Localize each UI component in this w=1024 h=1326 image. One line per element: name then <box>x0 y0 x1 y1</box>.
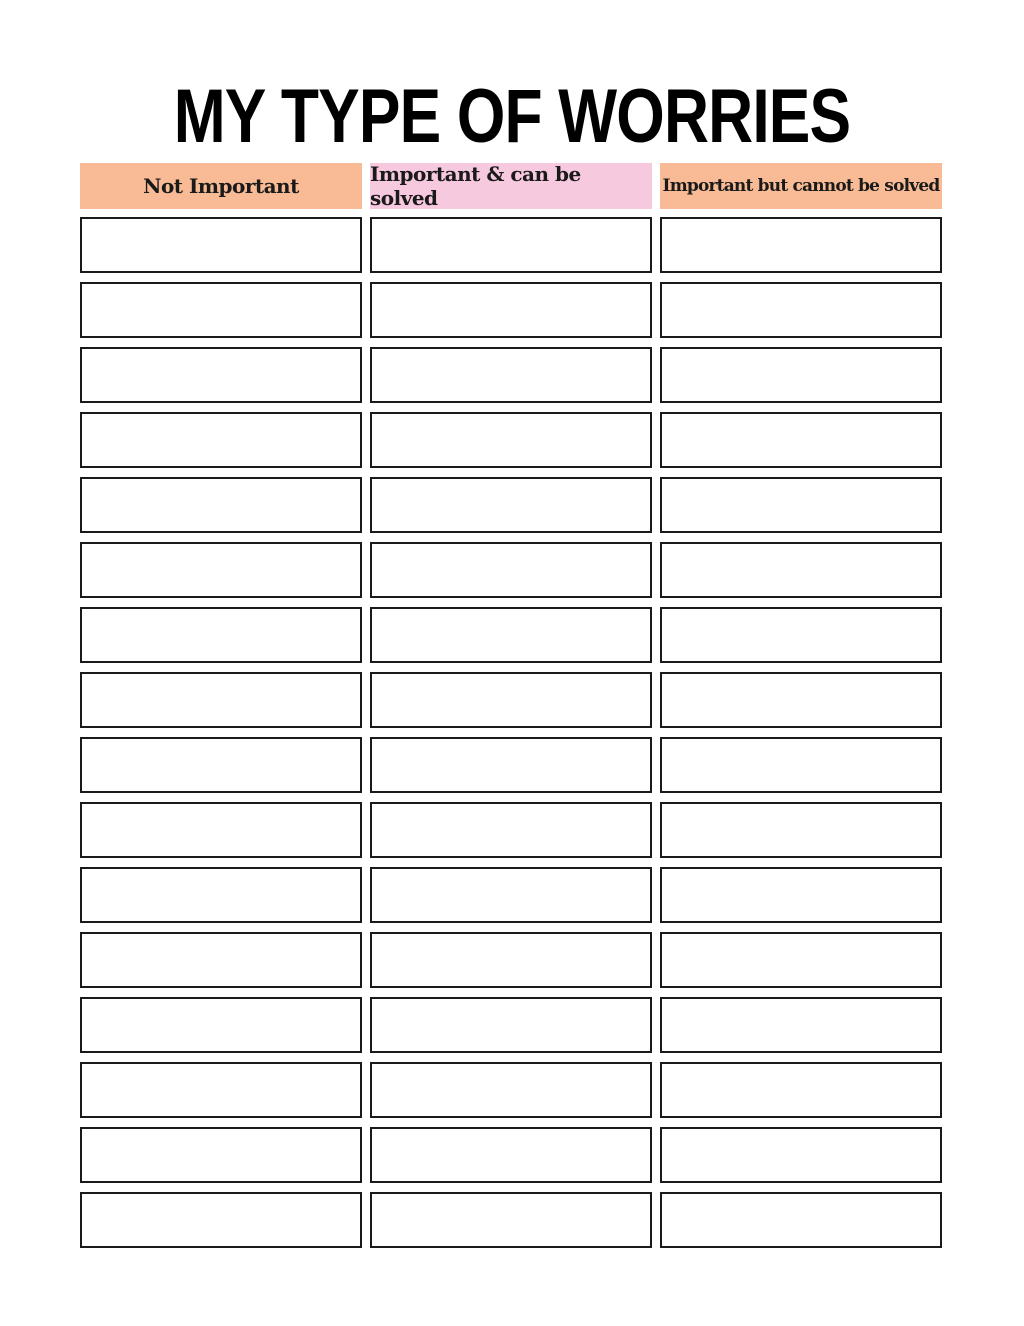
entry-box-not-important[interactable] <box>80 1062 362 1118</box>
worries-table <box>80 163 944 1248</box>
entry-box-important-can-be-solved[interactable] <box>370 217 652 273</box>
entry-box-not-important[interactable] <box>80 1192 362 1248</box>
entry-box-not-important[interactable] <box>80 217 362 273</box>
column-header-row <box>80 163 944 209</box>
entry-box-not-important[interactable] <box>80 1127 362 1183</box>
entry-box-important-cannot-be-solved[interactable] <box>660 1127 942 1183</box>
table-row <box>80 542 944 598</box>
entry-box-important-can-be-solved[interactable] <box>370 542 652 598</box>
table-row <box>80 282 944 338</box>
entry-box-important-cannot-be-solved[interactable] <box>660 1062 942 1118</box>
entry-box-important-can-be-solved[interactable] <box>370 802 652 858</box>
entry-box-important-cannot-be-solved[interactable] <box>660 347 942 403</box>
entry-box-important-cannot-be-solved[interactable] <box>660 737 942 793</box>
entry-box-not-important[interactable] <box>80 997 362 1053</box>
entry-box-important-can-be-solved[interactable] <box>370 477 652 533</box>
entry-box-important-can-be-solved[interactable] <box>370 607 652 663</box>
table-row <box>80 412 944 468</box>
table-body <box>80 217 944 1248</box>
table-row <box>80 932 944 988</box>
column-header-important-can-be-solved: Important & can be solved <box>370 163 652 209</box>
entry-box-not-important[interactable] <box>80 672 362 728</box>
entry-box-important-can-be-solved[interactable] <box>370 1127 652 1183</box>
entry-box-important-cannot-be-solved[interactable] <box>660 997 942 1053</box>
entry-box-important-cannot-be-solved[interactable] <box>660 672 942 728</box>
entry-box-important-can-be-solved[interactable] <box>370 737 652 793</box>
entry-box-important-cannot-be-solved[interactable] <box>660 282 942 338</box>
table-row <box>80 737 944 793</box>
entry-box-not-important[interactable] <box>80 867 362 923</box>
entry-box-not-important[interactable] <box>80 737 362 793</box>
entry-box-important-can-be-solved[interactable] <box>370 997 652 1053</box>
page-title: MY TYPE OF WORRIES <box>173 74 851 159</box>
entry-box-important-can-be-solved[interactable] <box>370 412 652 468</box>
entry-box-important-cannot-be-solved[interactable] <box>660 217 942 273</box>
table-row <box>80 217 944 273</box>
entry-box-important-cannot-be-solved[interactable] <box>660 412 942 468</box>
entry-box-important-cannot-be-solved[interactable] <box>660 802 942 858</box>
entry-box-not-important[interactable] <box>80 412 362 468</box>
column-header-not-important: Not Important <box>80 163 362 209</box>
entry-box-important-cannot-be-solved[interactable] <box>660 932 942 988</box>
table-row <box>80 1062 944 1118</box>
entry-box-important-cannot-be-solved[interactable] <box>660 867 942 923</box>
entry-box-important-cannot-be-solved[interactable] <box>660 1192 942 1248</box>
table-row <box>80 1127 944 1183</box>
entry-box-important-can-be-solved[interactable] <box>370 932 652 988</box>
entry-box-important-can-be-solved[interactable] <box>370 1062 652 1118</box>
entry-box-not-important[interactable] <box>80 477 362 533</box>
column-header-important-cannot-be-solved: Important but cannot be solved <box>660 163 942 209</box>
table-row <box>80 867 944 923</box>
entry-box-important-cannot-be-solved[interactable] <box>660 477 942 533</box>
entry-box-not-important[interactable] <box>80 282 362 338</box>
entry-box-important-can-be-solved[interactable] <box>370 347 652 403</box>
entry-box-not-important[interactable] <box>80 542 362 598</box>
entry-box-important-can-be-solved[interactable] <box>370 282 652 338</box>
table-row <box>80 477 944 533</box>
entry-box-important-cannot-be-solved[interactable] <box>660 542 942 598</box>
table-row <box>80 802 944 858</box>
entry-box-important-can-be-solved[interactable] <box>370 672 652 728</box>
entry-box-important-can-be-solved[interactable] <box>370 867 652 923</box>
entry-box-not-important[interactable] <box>80 347 362 403</box>
table-row <box>80 997 944 1053</box>
table-row <box>80 607 944 663</box>
table-row <box>80 347 944 403</box>
table-row <box>80 672 944 728</box>
entry-box-not-important[interactable] <box>80 932 362 988</box>
entry-box-important-cannot-be-solved[interactable] <box>660 607 942 663</box>
entry-box-not-important[interactable] <box>80 802 362 858</box>
entry-box-not-important[interactable] <box>80 607 362 663</box>
table-row <box>80 1192 944 1248</box>
entry-box-important-can-be-solved[interactable] <box>370 1192 652 1248</box>
